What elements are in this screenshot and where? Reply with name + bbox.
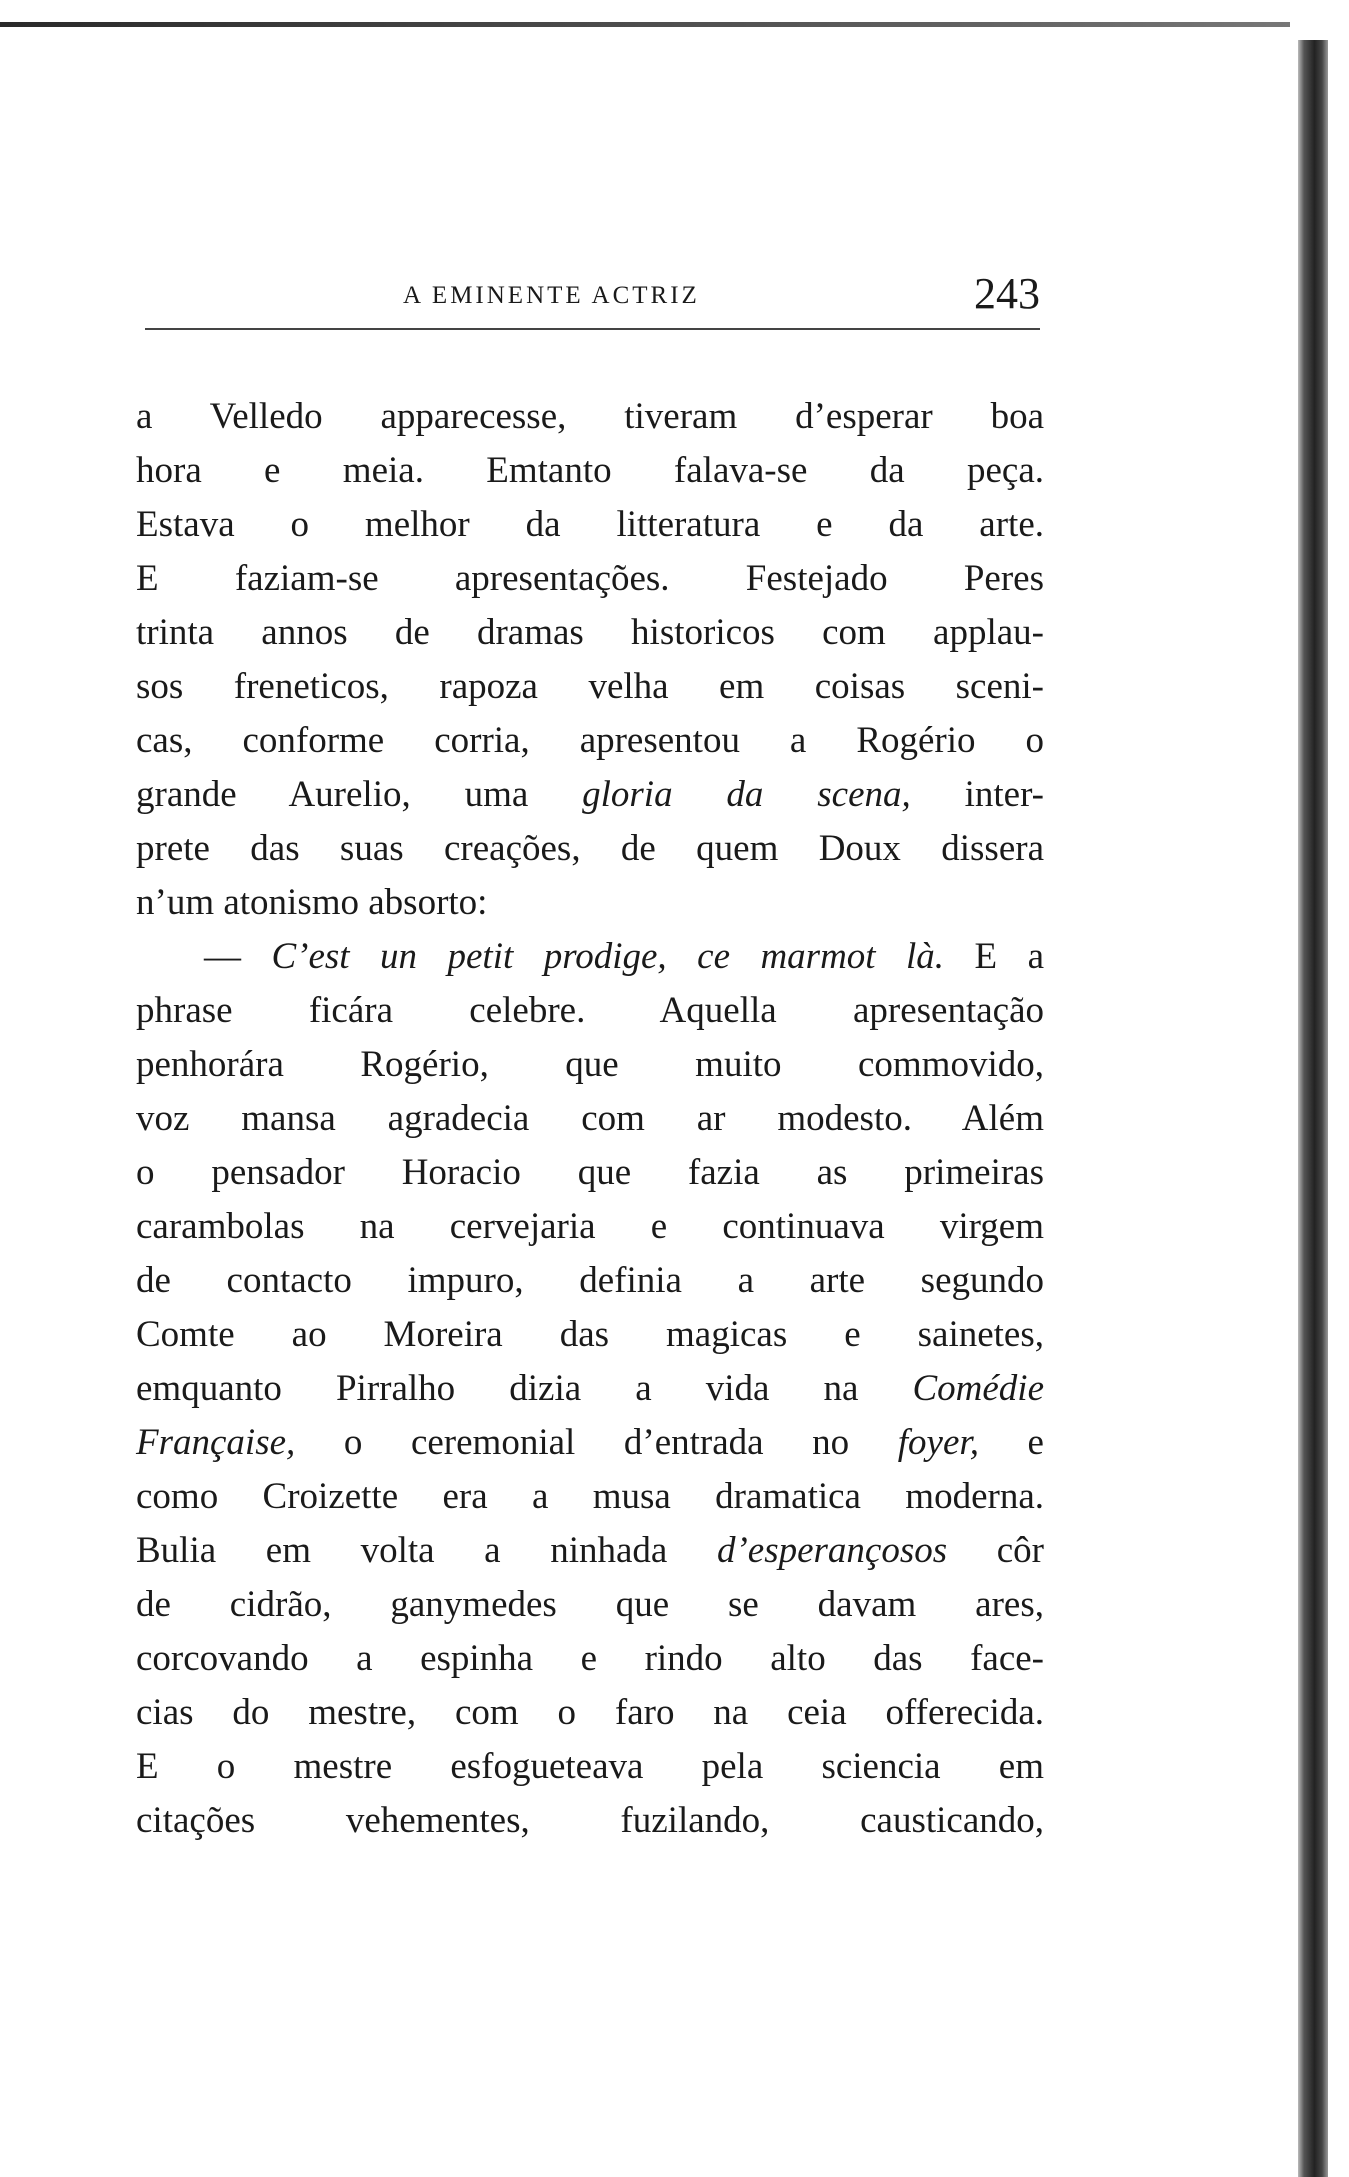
- page-number: 243: [974, 269, 1040, 318]
- italic-phrase: foyer,: [897, 1422, 979, 1463]
- text-line: citações vehementes, fuzilando, causticando,: [136, 1800, 1044, 1841]
- text-line: E faziam-se apresentações. Festejado Peres: [136, 558, 1044, 599]
- italic-phrase: C’est un petit prodige, ce marmot là.: [271, 936, 945, 977]
- text-line: o pensador Horacio que fazia as primeiras: [136, 1152, 1044, 1193]
- text-line: n’um atonismo absorto:: [136, 882, 488, 923]
- text-line: cias do mestre, com o faro na ceia offerecida.: [136, 1692, 1044, 1733]
- text-line: grande Aurelio, uma gloria da scena, inter-: [136, 774, 1044, 815]
- running-title: A EMINENTE ACTRIZ: [403, 282, 700, 309]
- text-line: de contacto impuro, definia a arte segundo: [136, 1260, 1044, 1301]
- scan-edge-right: [1298, 40, 1328, 2177]
- text-line: trinta annos de dramas historicos com applau-: [136, 612, 1044, 653]
- running-head: [145, 268, 1040, 330]
- text-line: corcovando a espinha e rindo alto das face-: [136, 1638, 1044, 1679]
- text-line: a Velledo apparecesse, tiveram d’esperar boa: [136, 396, 1044, 437]
- italic-phrase: Comédie: [912, 1368, 1044, 1409]
- text-line: como Croizette era a musa dramatica moderna.: [136, 1476, 1044, 1517]
- scan-edge-top: [0, 22, 1290, 27]
- text-line: sos freneticos, rapoza velha em coisas sceni-: [136, 666, 1044, 707]
- text-line: penhorára Rogério, que muito commovido,: [136, 1044, 1044, 1085]
- text-line: de cidrão, ganymedes que se davam ares,: [136, 1584, 1044, 1625]
- text-line: Estava o melhor da litteratura e da arte.: [136, 504, 1044, 545]
- text-line: prete das suas creações, de quem Doux dissera: [136, 828, 1044, 869]
- text-line: cas, conforme corria, apresentou a Rogério o: [136, 720, 1044, 761]
- text-line: Française, o ceremonial d’entrada no foyer, e: [136, 1422, 1044, 1463]
- text-line: Comte ao Moreira das magicas e sainetes,: [136, 1314, 1044, 1355]
- text-line: voz mansa agradecia com ar modesto. Além: [136, 1098, 1044, 1139]
- text-line: emquanto Pirralho dizia a vida na Comédie: [136, 1368, 1044, 1409]
- text-line: hora e meia. Emtanto falava-se da peça.: [136, 450, 1044, 491]
- text-line: carambolas na cervejaria e continuava virgem: [136, 1206, 1044, 1247]
- text-line: E o mestre esfogueteava pela sciencia em: [136, 1746, 1044, 1787]
- italic-phrase: d’esperançosos: [716, 1530, 948, 1571]
- text-line: Bulia em volta a ninhada d’esperançosos côr: [136, 1530, 1044, 1571]
- text-line: phrase ficára celebre. Aquella apresentação: [136, 990, 1044, 1031]
- text-body: [136, 390, 1044, 1848]
- text-line: — C’est un petit prodige, ce marmot là. E a: [204, 936, 1045, 977]
- header-rule: [145, 328, 1040, 330]
- italic-phrase: Française,: [136, 1422, 296, 1463]
- italic-phrase: gloria da scena,: [582, 774, 911, 815]
